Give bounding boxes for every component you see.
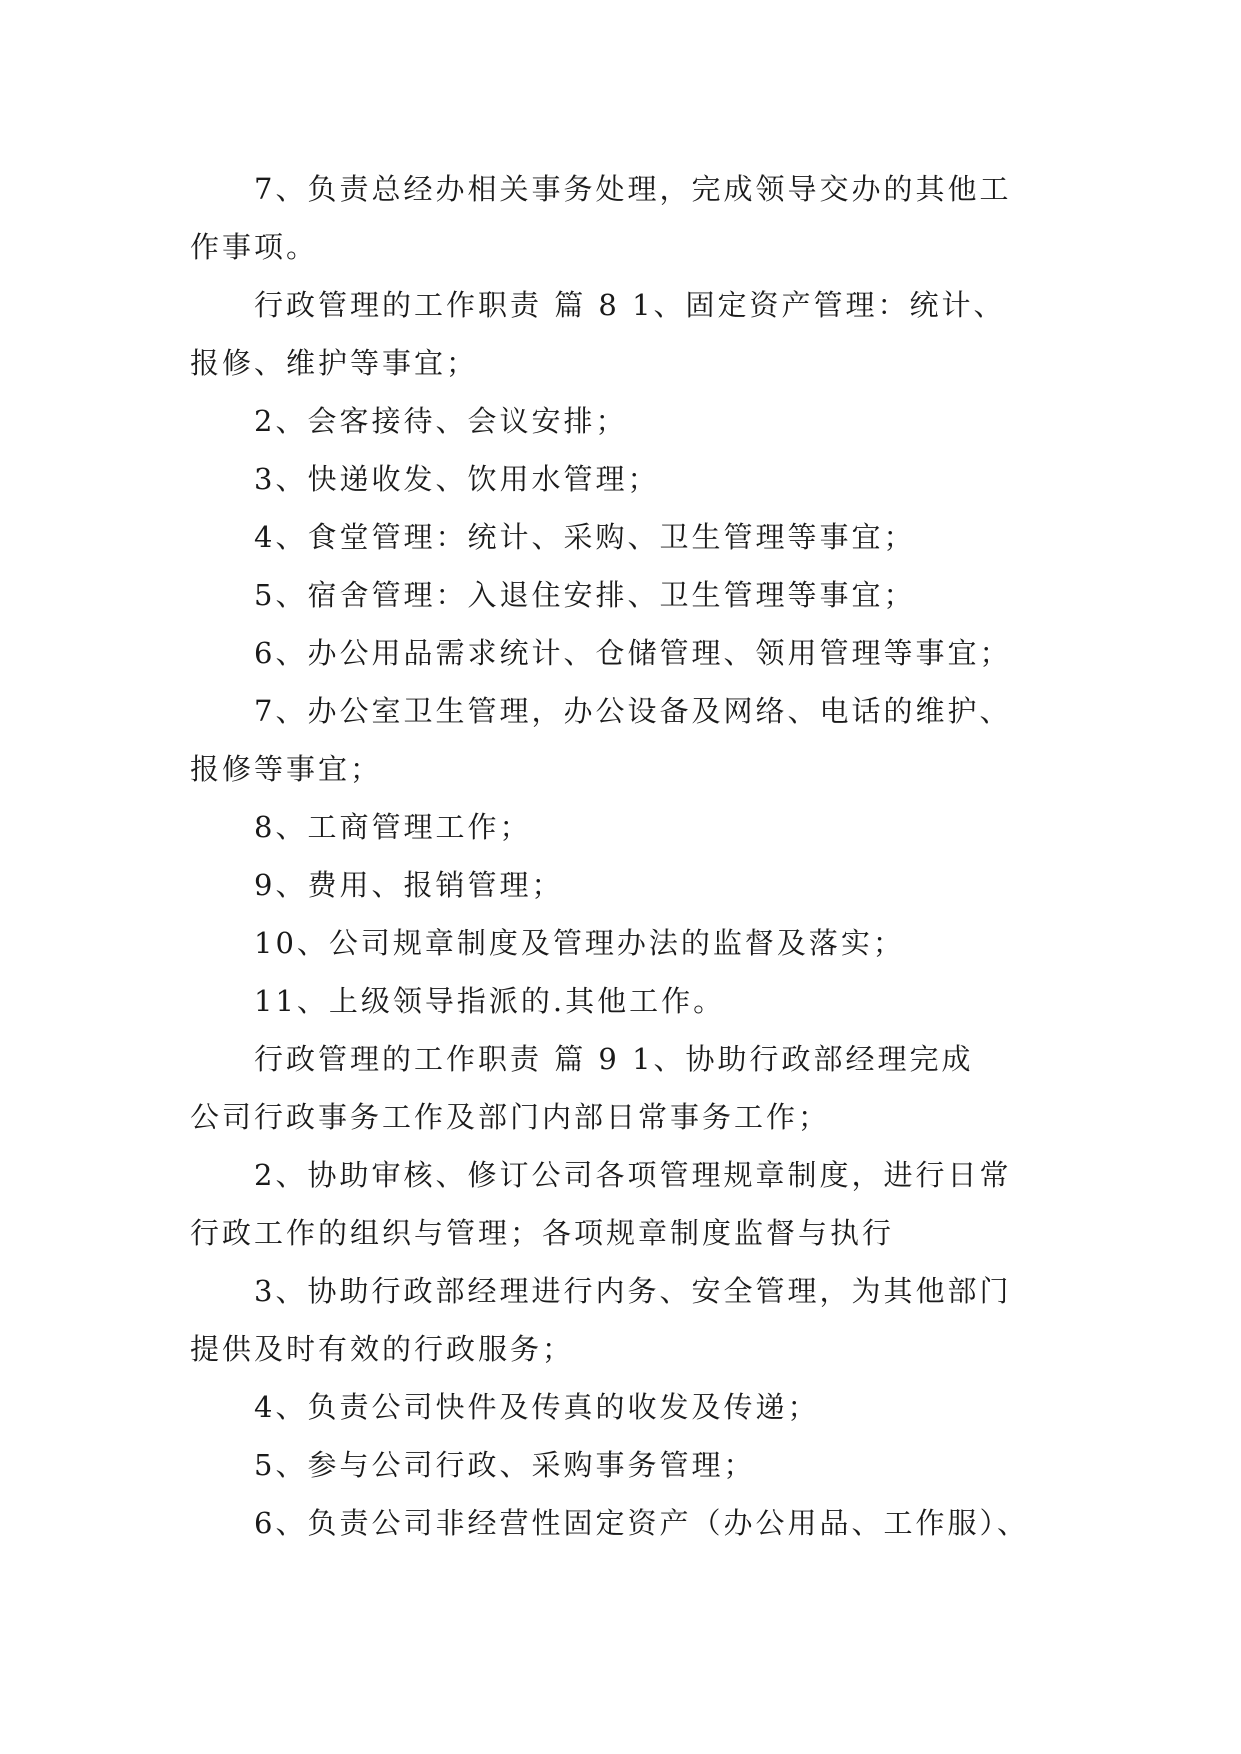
text-line: 3、快递收发、饮用水管理； bbox=[254, 462, 660, 496]
text-line: 4、食堂管理：统计、采购、卫生管理等事宜； bbox=[254, 520, 916, 554]
text-line: 11、上级领导指派的.其他工作。 bbox=[254, 984, 726, 1018]
text-line: 10、公司规章制度及管理办法的监督及落实； bbox=[254, 926, 905, 960]
text-line: 作事项。 bbox=[190, 230, 319, 264]
text-line: 6、负责公司非经营性固定资产（办公用品、工作服）、 bbox=[254, 1506, 1029, 1540]
text-line: 5、宿舍管理：入退住安排、卫生管理等事宜； bbox=[254, 578, 916, 612]
text-line: 8、工商管理工作； bbox=[254, 810, 532, 844]
text-line: 行政工作的组织与管理；各项规章制度监督与执行 bbox=[190, 1216, 895, 1250]
text-line: 6、办公用品需求统计、仓储管理、领用管理等事宜； bbox=[254, 636, 1012, 670]
text-line: 提供及时有效的行政服务； bbox=[190, 1332, 575, 1366]
text-line: 报修、维护等事宜； bbox=[190, 346, 479, 380]
document-body bbox=[190, 160, 1070, 1552]
text-line: 行政管理的工作职责 篇 9 1、协助行政部经理完成 bbox=[254, 1042, 974, 1076]
text-line: 公司行政事务工作及部门内部日常事务工作； bbox=[190, 1100, 831, 1134]
text-line: 7、负责总经办相关事务处理，完成领导交办的其他工 bbox=[254, 172, 1012, 206]
text-line: 4、负责公司快件及传真的收发及传递； bbox=[254, 1390, 820, 1424]
text-line: 行政管理的工作职责 篇 8 1、固定资产管理：统计、 bbox=[254, 288, 1006, 322]
text-line: 7、办公室卫生管理，办公设备及网络、电话的维护、 bbox=[254, 694, 1012, 728]
text-line: 2、会客接待、会议安排； bbox=[254, 404, 628, 438]
text-line: 2、协助审核、修订公司各项管理规章制度，进行日常 bbox=[254, 1158, 1012, 1192]
text-line: 9、费用、报销管理； bbox=[254, 868, 564, 902]
text-line: 报修等事宜； bbox=[190, 752, 383, 786]
text-line: 3、协助行政部经理进行内务、安全管理，为其他部门 bbox=[254, 1274, 1012, 1308]
text-line: 5、参与公司行政、采购事务管理； bbox=[254, 1448, 756, 1482]
